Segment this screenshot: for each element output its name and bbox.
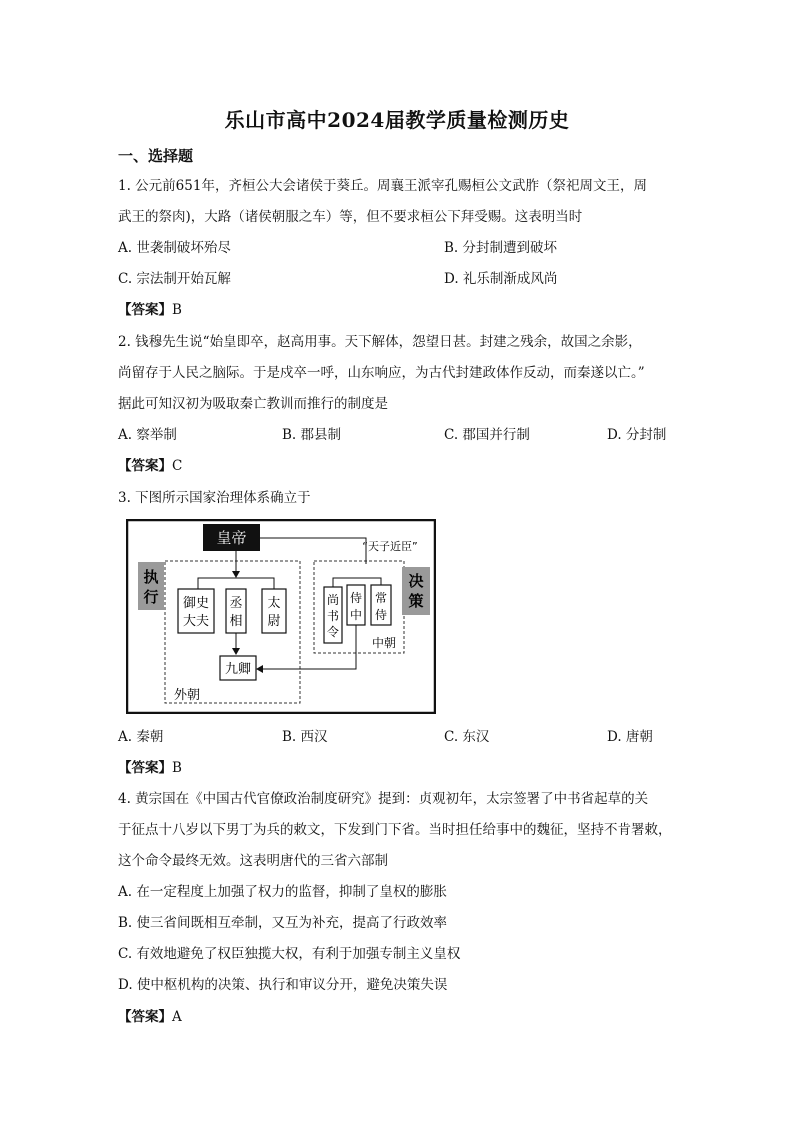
q2-option-a: A. 察举制 — [118, 427, 177, 443]
decide-label-1: 决 — [408, 572, 424, 590]
q2-line1: 2. 钱穆先生说“始皇即卒，赵高用事。天下解体，怨望日甚。封建之残余，故国之余影， — [118, 334, 642, 350]
inner-court-label: “天子近臣” — [362, 540, 418, 553]
inner-court-name: 中朝 — [372, 636, 397, 650]
q2-line2: 尚留存于人民之脑际。于是戍卒一呼，山东响应，为古代封建政体作反动，而秦遂以亡。” — [118, 365, 645, 381]
answer-label: 【答案】 — [118, 760, 172, 776]
q3-option-c: C. 东汉 — [444, 729, 490, 745]
answer-label: 【答案】 — [118, 458, 172, 474]
q2-answer — [118, 458, 182, 474]
q3-option-d: D. 唐朝 — [607, 729, 653, 745]
q2-line3: 据此可知汉初为吸取秦亡教训而推行的制度是 — [118, 396, 388, 412]
q4-option-d: D. 使中枢机构的决策、执行和审议分开，避免决策失误 — [118, 977, 448, 993]
yushi-label-1: 御史 — [182, 596, 210, 611]
q1-answer — [118, 302, 182, 318]
q4-option-c: C. 有效地避免了权臣独揽大权，有利于加强专制主义皇权 — [118, 946, 461, 962]
shangshu-label-3: 令 — [326, 625, 340, 639]
q2-option-c: C. 郡国并行制 — [444, 427, 530, 443]
q4-option-a: A. 在一定程度上加强了权力的监督，抑制了皇权的膨胀 — [118, 884, 447, 900]
jiuqing-label: 九卿 — [224, 662, 252, 677]
emperor-label: 皇帝 — [216, 529, 247, 547]
q3-answer — [118, 760, 182, 776]
chengxiang-label-2: 相 — [229, 614, 243, 629]
shangshu-label-2: 书 — [326, 609, 340, 623]
q1-option-a: A. 世袭制破坏殆尽 — [118, 240, 231, 256]
exec-label-2: 行 — [143, 588, 159, 606]
shizhong-label-1: 侍 — [349, 591, 363, 605]
decide-label-2: 策 — [408, 592, 424, 610]
q3-answer-value: B — [172, 760, 182, 776]
q1-line1: 1. 公元前651年，齐桓公大会诸侯于葵丘。周襄王派宰孔赐桓公文武胙（祭祀周文王，周 — [118, 178, 647, 194]
taiwei-label-1: 太 — [267, 596, 281, 611]
yushi-label-2: 大夫 — [182, 614, 210, 629]
q4-line1: 4. 黄宗国在《中国古代官僚政治制度研究》提到：贞观初年，太宗签署了中书省起草的关 — [118, 791, 649, 807]
q4-line3: 这个命令最终无效。这表明唐代的三省六部制 — [118, 853, 388, 869]
answer-label: 【答案】 — [118, 302, 172, 318]
q4-option-b: B. 使三省间既相互牵制，又互为补充，提高了行政效率 — [118, 915, 448, 931]
q2-option-d: D. 分封制 — [607, 427, 667, 443]
q1-option-d: D. 礼乐制渐成风尚 — [444, 271, 558, 287]
exec-label-1: 执 — [143, 568, 159, 586]
governance-diagram — [126, 519, 436, 714]
q1-option-c: C. 宗法制开始瓦解 — [118, 271, 231, 287]
outer-court-label: 外朝 — [174, 688, 201, 703]
q4-answer-value: A — [172, 1009, 182, 1025]
q3-option-a: A. 秦朝 — [118, 729, 164, 745]
answer-label: 【答案】 — [118, 1009, 172, 1025]
shizhong-label-2: 中 — [349, 608, 363, 622]
changshi-label-1: 常 — [374, 591, 388, 605]
q2-answer-value: C — [172, 458, 183, 474]
q2-option-b: B. 郡县制 — [282, 427, 342, 443]
q3-line1: 3. 下图所示国家治理体系确立于 — [118, 490, 311, 506]
page-title: 乐山市高中2024届教学质量检测历史 — [224, 108, 570, 132]
q1-option-b: B. 分封制遭到破坏 — [444, 240, 558, 256]
q4-answer — [118, 1009, 182, 1025]
shangshu-label-1: 尚 — [326, 593, 340, 607]
q1-line2: 武王的祭肉)，大路（诸侯朝服之车）等，但不要求桓公下拜受赐。这表明当时 — [118, 209, 583, 225]
changshi-label-2: 侍 — [374, 608, 388, 622]
q4-line2: 于征点十八岁以下男丁为兵的敕文，下发到门下省。当时担任给事中的魏征，坚持不肯署敕， — [118, 822, 672, 838]
q1-answer-value: B — [172, 302, 182, 318]
q3-option-b: B. 西汉 — [282, 729, 328, 745]
taiwei-label-2: 尉 — [267, 614, 281, 629]
chengxiang-label-1: 丞 — [229, 596, 243, 611]
section-heading: 一、选择题 — [118, 147, 194, 165]
